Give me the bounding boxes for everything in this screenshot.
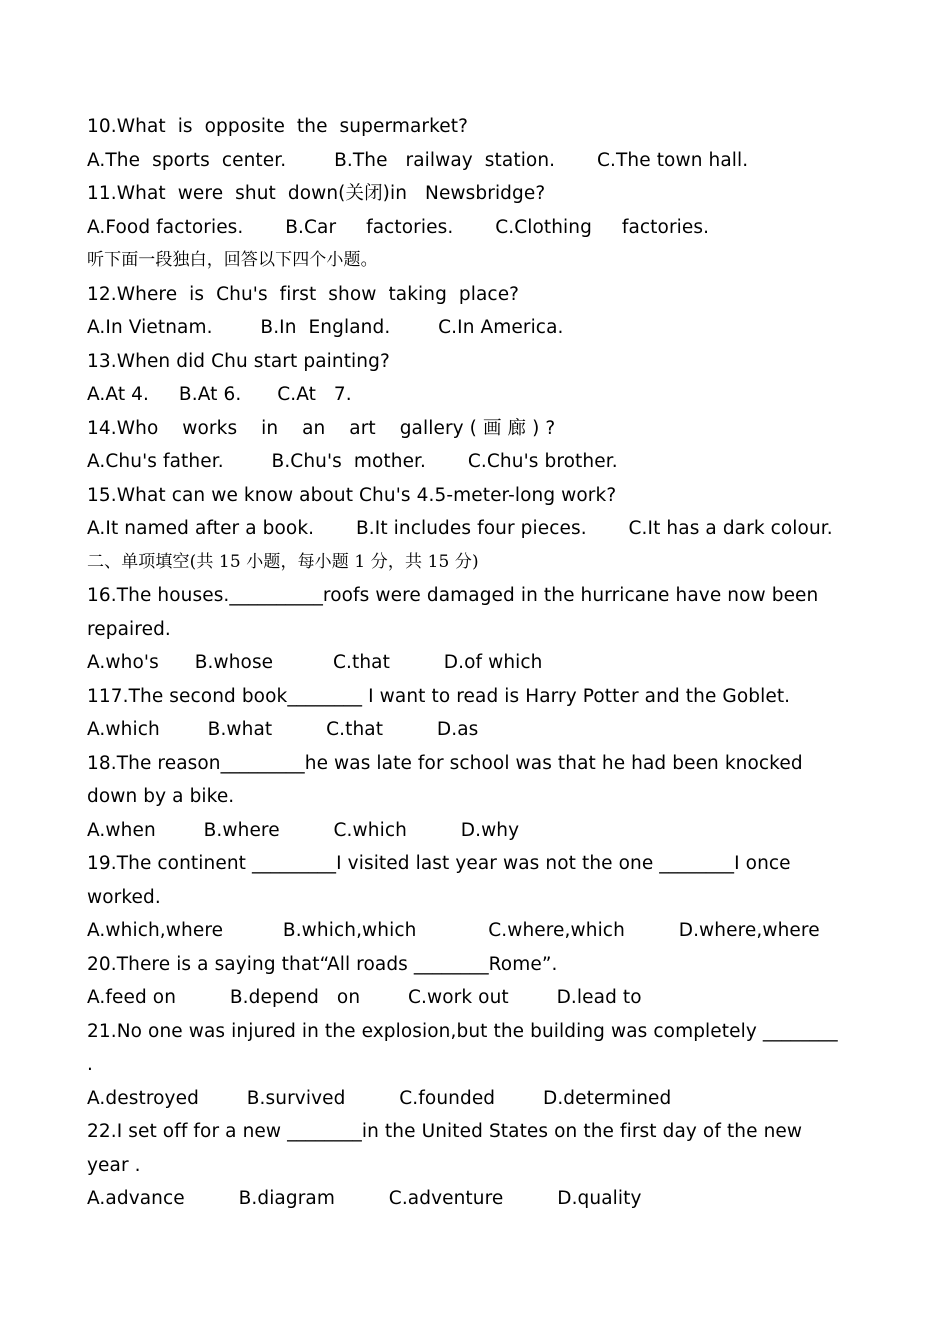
options-17: A.which B.what C.that D.as (87, 719, 479, 740)
options-11: A.Food factories. B.Car factories. C.Clothing factories. (87, 216, 710, 238)
question-16: 16.The houses.__________roofs were damaged in the hurricane have now been (87, 585, 819, 606)
question-15: 15.What can we know about Chu's 4.5-meter-long work? (87, 484, 617, 506)
question-20: 20.There is a saying that“All roads ________Rome”. (87, 953, 558, 975)
section-instruction: 听下面一段独白，回答以下四个小题。 (87, 250, 378, 270)
question-19: 19.The continent _________I visited last year was not the one ________I once (87, 853, 791, 874)
options-13: A.At 4. B.At 6. C.At 7. (87, 384, 352, 405)
options-19: A.which,where B.which,which C.where,which D.where,where (87, 920, 820, 941)
options-10: A.The sports center. B.The railway station. C.The town hall. (87, 149, 749, 171)
options-14: A.Chu's father. B.Chu's mother. C.Chu's brother. (87, 451, 618, 472)
options-16: A.who's B.whose C.that D.of which (87, 652, 543, 673)
question-13: 13.When did Chu start painting? (87, 350, 390, 372)
options-21: A.destroyed B.survived C.founded D.determined (87, 1087, 672, 1109)
document-body (87, 110, 867, 1216)
options-18: A.when B.where C.which D.why (87, 819, 520, 841)
question-12: 12.Where is Chu's first show taking place? (87, 283, 520, 305)
question-17: 117.The second book________ I want to read is Harry Potter and the Goblet. (87, 685, 791, 707)
question-21: 21.No one was injured in the explosion,but the building was completely ________ (87, 1020, 838, 1042)
options-22: A.advance B.diagram C.adventure D.quality (87, 1188, 642, 1209)
question-22: 22.I set off for a new ________in the United States on the first day of the new (87, 1121, 803, 1142)
options-20: A.feed on B.depend on C.work out D.lead to (87, 987, 642, 1008)
question-18-cont: down by a bike. (87, 786, 235, 807)
question-16-cont: repaired. (87, 618, 171, 640)
question-21-cont: . (87, 1054, 93, 1075)
options-15: A.It named after a book. B.It includes four pieces. C.It has a dark colour. (87, 518, 833, 539)
options-12: A.In Vietnam. B.In England. C.In America. (87, 317, 564, 338)
section-heading: 二、单项填空(共 15 小题，每小题 1 分，共 15 分) (87, 551, 479, 572)
question-11: 11.What were shut down(关闭)in Newsbridge? (87, 183, 546, 204)
question-22-cont: year . (87, 1154, 141, 1176)
question-10: 10.What is opposite the supermarket? (87, 116, 468, 137)
question-18: 18.The reason_________he was late for school was that he had been knocked (87, 752, 803, 774)
question-14: 14.Who works in an art gallery ( 画 廊 ) ? (87, 417, 556, 439)
question-19-cont: worked. (87, 886, 161, 908)
